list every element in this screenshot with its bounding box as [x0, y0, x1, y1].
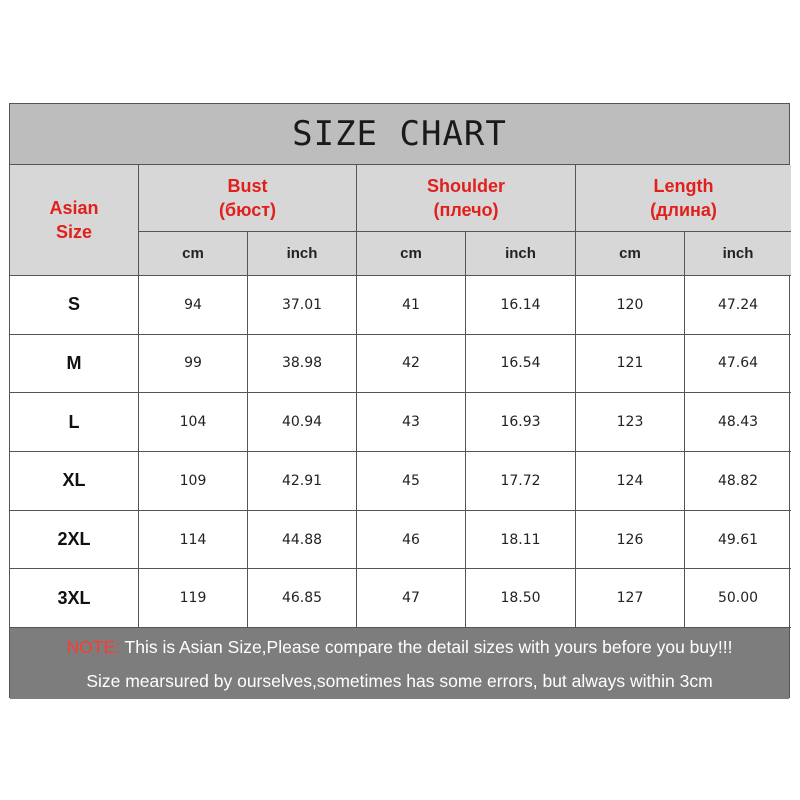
chart-title: SIZE CHART [10, 104, 789, 165]
table-cell: 99 [139, 335, 248, 394]
table-cell: 18.11 [466, 511, 576, 570]
table-cell: 46.85 [248, 569, 357, 628]
table-cell: 121 [576, 335, 685, 394]
table-cell: 40.94 [248, 393, 357, 452]
table-cell: 16.54 [466, 335, 576, 394]
table-cell: 16.93 [466, 393, 576, 452]
table-cell: 124 [576, 452, 685, 511]
table-cell: 45 [357, 452, 466, 511]
table-cell: 126 [576, 511, 685, 570]
note-text: This is Asian Size,Please compare the detail sizes with yours before you buy!!! [120, 637, 733, 657]
table-cell: 50.00 [685, 569, 791, 628]
footer-note [10, 628, 789, 699]
group-subtitle: (бюст) [218, 200, 277, 220]
table-cell: 42 [357, 335, 466, 394]
size-label: 3XL [10, 569, 139, 628]
table-cell: 48.43 [685, 393, 791, 452]
size-column-header [10, 165, 139, 276]
note-line [10, 637, 789, 658]
table-cell: 109 [139, 452, 248, 511]
table-cell: 47.24 [685, 276, 791, 335]
table-cell: 123 [576, 393, 685, 452]
group-header-shoulder [357, 165, 576, 232]
group-subtitle: (длина) [650, 200, 717, 220]
table-cell: 47 [357, 569, 466, 628]
measurement-note: Size mearsured by ourselves,sometimes has some errors, but always within 3cm [86, 671, 713, 691]
size-column-label: Asian Size [49, 198, 99, 242]
table-cell: 18.50 [466, 569, 576, 628]
unit-header-cm: cm [576, 232, 685, 276]
group-name: Shoulder [426, 176, 505, 196]
unit-header-inch: inch [248, 232, 357, 276]
unit-header-inch: inch [466, 232, 576, 276]
table-cell: 47.64 [685, 335, 791, 394]
unit-header-cm: cm [139, 232, 248, 276]
table-cell: 127 [576, 569, 685, 628]
table-cell: 44.88 [248, 511, 357, 570]
note-label: NOTE: [66, 637, 120, 657]
table-cell: 41 [357, 276, 466, 335]
group-subtitle: (плечо) [433, 200, 499, 220]
group-name: Length [653, 176, 714, 196]
table-cell: 37.01 [248, 276, 357, 335]
table-cell: 49.61 [685, 511, 791, 570]
size-label: S [10, 276, 139, 335]
table-cell: 120 [576, 276, 685, 335]
group-name: Bust [227, 176, 268, 196]
size-label: 2XL [10, 511, 139, 570]
group-header-length [576, 165, 791, 232]
table-cell: 48.82 [685, 452, 791, 511]
size-label: M [10, 335, 139, 394]
table-cell: 17.72 [466, 452, 576, 511]
size-chart [9, 103, 790, 698]
unit-header-cm: cm [357, 232, 466, 276]
table-cell: 16.14 [466, 276, 576, 335]
table-cell: 42.91 [248, 452, 357, 511]
unit-header-inch: inch [685, 232, 791, 276]
size-label: XL [10, 452, 139, 511]
table-cell: 94 [139, 276, 248, 335]
table-cell: 119 [139, 569, 248, 628]
size-label: L [10, 393, 139, 452]
table-cell: 104 [139, 393, 248, 452]
table-cell: 114 [139, 511, 248, 570]
table-cell: 38.98 [248, 335, 357, 394]
table-cell: 46 [357, 511, 466, 570]
group-header-bust [139, 165, 357, 232]
table-cell: 43 [357, 393, 466, 452]
